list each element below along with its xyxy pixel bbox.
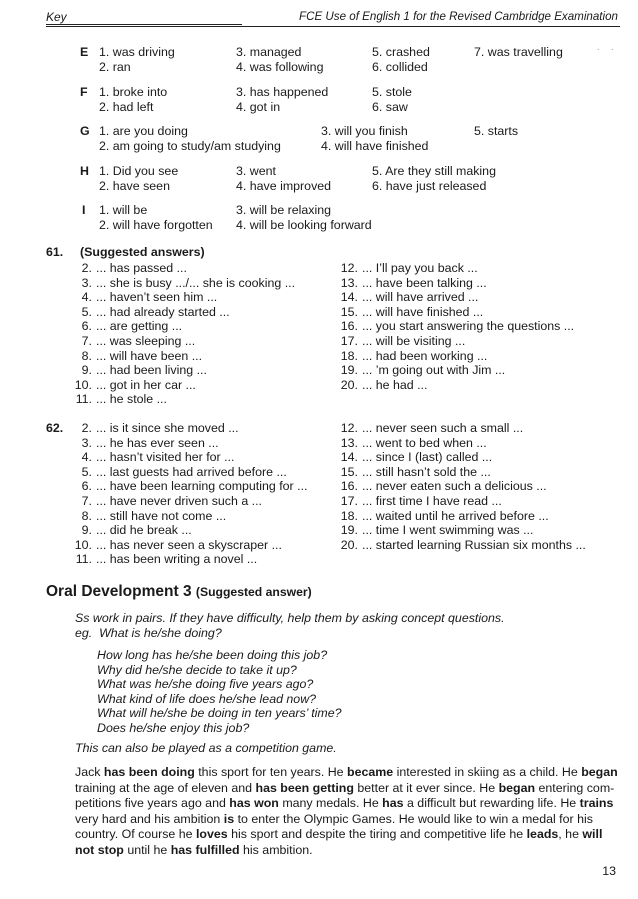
answer-text: entering com-petitions five years ago and bbox=[75, 780, 615, 811]
answer-text: Jack bbox=[75, 765, 104, 779]
oral-example: eg. What is he/she doing? bbox=[75, 626, 222, 640]
answer-verb: loves bbox=[195, 827, 228, 842]
answer-item: 2. will have forgotten bbox=[99, 218, 213, 232]
answer-text: better at it ever since. He bbox=[353, 780, 499, 795]
answer-item: 2. have seen bbox=[99, 179, 170, 193]
question-item: What will he/she be doing in ten years’ time? bbox=[97, 706, 342, 721]
item-text: ... he has ever seen ... bbox=[96, 435, 219, 450]
item-text: ... went to bed when ... bbox=[362, 435, 487, 450]
item-text: ... waited until he arrived before ... bbox=[362, 508, 549, 523]
answer-verb: has won bbox=[229, 796, 279, 811]
item-number: 9. bbox=[81, 363, 92, 378]
item-number: 13. bbox=[340, 275, 358, 290]
answer-item: 4. was following bbox=[236, 60, 324, 74]
section-letter: F bbox=[80, 85, 88, 99]
answer-verb: began bbox=[498, 780, 536, 795]
answer-item: 3. has happened bbox=[236, 85, 329, 99]
oral-title: Oral Development 3 bbox=[46, 583, 192, 600]
item-number: 6. bbox=[81, 319, 92, 334]
section-letter: G bbox=[80, 124, 90, 138]
item-text: ... had already started ... bbox=[96, 304, 230, 319]
item-text: ... will be visiting ... bbox=[362, 333, 466, 348]
answer-verb: trains bbox=[579, 796, 614, 811]
oral-answer-paragraph bbox=[75, 765, 620, 859]
exercise-number: 62. bbox=[46, 421, 64, 435]
item-number: 2. bbox=[81, 421, 92, 435]
item-text: ... first time I have read ... bbox=[362, 493, 502, 508]
answer-verb: has bbox=[382, 796, 404, 811]
item-number: 19. bbox=[340, 523, 358, 538]
item-number: 12. bbox=[340, 261, 358, 275]
item-number: 10. bbox=[74, 377, 92, 392]
item-number: 18. bbox=[340, 348, 358, 363]
item-number: 20. bbox=[340, 537, 358, 552]
answer-item: 2. ran bbox=[99, 60, 131, 74]
item-text: ... he had ... bbox=[362, 377, 428, 392]
item-text: ... you start answering the questions ... bbox=[362, 319, 575, 334]
answer-item: 2. had left bbox=[99, 100, 154, 114]
item-text: ... was sleeping ... bbox=[96, 333, 196, 348]
item-number: 4. bbox=[81, 290, 92, 305]
item-text: ... I’ll pay you back ... bbox=[362, 261, 478, 275]
item-text: ... has passed ... bbox=[96, 261, 187, 275]
item-number: 10. bbox=[74, 537, 92, 552]
item-text: ... has been writing a novel ... bbox=[96, 552, 258, 567]
answer-text: many medals. He bbox=[278, 796, 383, 811]
question-item: Why did he/she decide to take it up? bbox=[97, 662, 297, 677]
item-text: ... she is busy .../... she is cooking ... bbox=[96, 275, 296, 290]
item-number: 13. bbox=[340, 435, 358, 450]
item-text: ... had been living ... bbox=[96, 363, 207, 378]
item-text: ... still have not come ... bbox=[96, 508, 227, 523]
item-text: ... never seen such a small ... bbox=[362, 421, 524, 435]
answer-text: his ambition. bbox=[239, 842, 313, 857]
item-number: 15. bbox=[340, 464, 358, 479]
item-text: ... never eaten such a delicious ... bbox=[362, 479, 547, 494]
answer-item: 4. got in bbox=[236, 100, 281, 114]
item-number: 2. bbox=[81, 261, 92, 275]
answer-text: this sport for ten years. He bbox=[194, 765, 347, 779]
item-text: ... got in her car ... bbox=[96, 377, 196, 392]
answer-text: interested in skiing as a child. He bbox=[393, 765, 582, 779]
item-number: 3. bbox=[81, 275, 92, 290]
answer-item: 4. will be looking forward bbox=[236, 218, 372, 232]
item-number: 8. bbox=[81, 348, 92, 363]
item-text: ... since I (last) called ... bbox=[362, 450, 493, 465]
item-text: ... have never driven such a ... bbox=[96, 493, 262, 508]
answer-text: until he bbox=[123, 842, 171, 857]
answer-text: his sport and despite the tiring and competitive life he bbox=[227, 827, 527, 842]
answer-verb: is bbox=[223, 811, 235, 826]
answer-item: 3. managed bbox=[236, 45, 302, 59]
item-number: 15. bbox=[340, 304, 358, 319]
answer-item: 7. was travelling bbox=[474, 45, 563, 59]
item-text: ... did he break ... bbox=[96, 523, 192, 538]
answer-item: 5. stole bbox=[372, 85, 412, 99]
answer-item: 6. have just released bbox=[372, 179, 487, 193]
item-number: 11. bbox=[75, 552, 92, 567]
answer-verb: leads bbox=[526, 827, 559, 842]
item-number: 6. bbox=[81, 479, 92, 494]
item-number: 14. bbox=[340, 450, 358, 465]
oral-note: This can also be played as a competition game. bbox=[75, 741, 337, 755]
header-rule bbox=[46, 26, 620, 27]
question-item: What kind of life does he/she lead now? bbox=[97, 691, 317, 706]
item-text: ... last guests had arrived before ... bbox=[96, 464, 287, 479]
page-number: 13 bbox=[602, 864, 616, 878]
exercise-number: 61. bbox=[46, 245, 64, 259]
answer-item: 3. went bbox=[236, 164, 276, 178]
item-text: ... have been talking ... bbox=[362, 275, 487, 290]
item-number: 11. bbox=[75, 392, 92, 407]
item-text: ... started learning Russian six months ... bbox=[362, 537, 586, 552]
item-number: 8. bbox=[81, 508, 92, 523]
section-letter: E bbox=[80, 45, 89, 59]
question-item: How long has he/she been doing this job? bbox=[97, 648, 328, 662]
item-number: 18. bbox=[340, 508, 358, 523]
item-text: ... are getting ... bbox=[96, 319, 183, 334]
answer-item: 1. Did you see bbox=[99, 164, 179, 178]
oral-subtitle: (Suggested answer) bbox=[195, 585, 312, 599]
answer-item: 1. will be bbox=[99, 203, 148, 217]
item-text: ... still hasn’t sold the ... bbox=[362, 464, 491, 479]
item-text: ... he stole ... bbox=[96, 392, 167, 407]
header-key: Key bbox=[46, 10, 67, 24]
header-rule-short bbox=[46, 24, 242, 25]
answer-item: 5. starts bbox=[474, 124, 519, 138]
item-number: 7. bbox=[81, 333, 92, 348]
answer-item: 6. collided bbox=[372, 60, 428, 74]
answer-text: very hard and his ambition bbox=[75, 811, 224, 826]
question-item: Does he/she enjoy this job? bbox=[97, 720, 250, 735]
item-text: ... had been working ... bbox=[362, 348, 488, 363]
section-letter: I bbox=[82, 203, 86, 217]
item-number: 14. bbox=[340, 290, 358, 305]
answer-verb: began bbox=[581, 765, 618, 779]
answer-verb: has been doing bbox=[103, 765, 195, 779]
question-item: What was he/she doing five years ago? bbox=[97, 677, 314, 692]
item-text: ... will have finished ... bbox=[362, 304, 484, 319]
answer-item: 1. was driving bbox=[99, 45, 175, 59]
header-title: FCE Use of English 1 for the Revised Cambridge Examination bbox=[299, 10, 618, 23]
item-number: 17. bbox=[340, 333, 358, 348]
item-text: ... will have been ... bbox=[96, 348, 203, 363]
decorative-dots: · · bbox=[596, 44, 618, 55]
item-number: 12. bbox=[340, 421, 358, 435]
answer-item: 5. Are they still making bbox=[372, 164, 496, 178]
item-number: 16. bbox=[340, 319, 358, 334]
item-text: ... time I went swimming was ... bbox=[362, 523, 534, 538]
answer-item: 3. will you finish bbox=[321, 124, 408, 138]
item-number: 5. bbox=[81, 464, 92, 479]
answer-item: 2. am going to study/am studying bbox=[99, 139, 281, 153]
item-text: ... ’m going out with Jim ... bbox=[362, 363, 506, 378]
answer-verb: has fulfilled bbox=[170, 842, 240, 857]
answer-text: to enter the Olympic Games. He would like to win a medal for his country. Of course he bbox=[75, 811, 593, 842]
oral-intro: Ss work in pairs. If they have difficulty, help them by asking concept questions. bbox=[75, 611, 505, 625]
answer-text: , he bbox=[558, 827, 583, 842]
section-letter: H bbox=[80, 164, 89, 178]
item-text: ... have been learning computing for ... bbox=[96, 479, 308, 494]
answer-item: 6. saw bbox=[372, 100, 408, 114]
exercise-heading: (Suggested answers) bbox=[80, 245, 205, 259]
answer-item: 4. have improved bbox=[236, 179, 332, 193]
oral-development-title bbox=[46, 583, 312, 601]
item-number: 4. bbox=[81, 450, 92, 465]
item-number: 9. bbox=[81, 523, 92, 538]
item-number: 7. bbox=[81, 493, 92, 508]
answer-verb: has been getting bbox=[255, 780, 354, 795]
answer-text: a difficult but rewarding life. He bbox=[403, 796, 580, 811]
item-text: ... is it since she moved ... bbox=[96, 421, 239, 435]
item-text: ... will have arrived ... bbox=[362, 290, 479, 305]
answer-item: 5. crashed bbox=[372, 45, 430, 59]
item-text: ... haven’t seen him ... bbox=[96, 290, 218, 305]
item-text: ... hasn’t visited her for ... bbox=[96, 450, 235, 465]
answer-item: 3. will be relaxing bbox=[236, 203, 332, 217]
answer-verb: became bbox=[347, 765, 394, 779]
item-text: ... has never seen a skyscraper ... bbox=[96, 537, 282, 552]
item-number: 17. bbox=[340, 493, 358, 508]
answer-item: 1. are you doing bbox=[99, 124, 188, 138]
item-number: 3. bbox=[81, 435, 92, 450]
item-number: 16. bbox=[340, 479, 358, 494]
answer-verb: will not stop bbox=[75, 827, 603, 857]
item-number: 5. bbox=[81, 304, 92, 319]
answer-text: training at the age of eleven and bbox=[75, 780, 256, 795]
oral-questions-list bbox=[97, 648, 342, 736]
answer-item: 4. will have finished bbox=[321, 139, 429, 153]
item-number: 19. bbox=[340, 363, 358, 378]
answer-item: 1. broke into bbox=[99, 85, 168, 99]
item-number: 20. bbox=[340, 377, 358, 392]
